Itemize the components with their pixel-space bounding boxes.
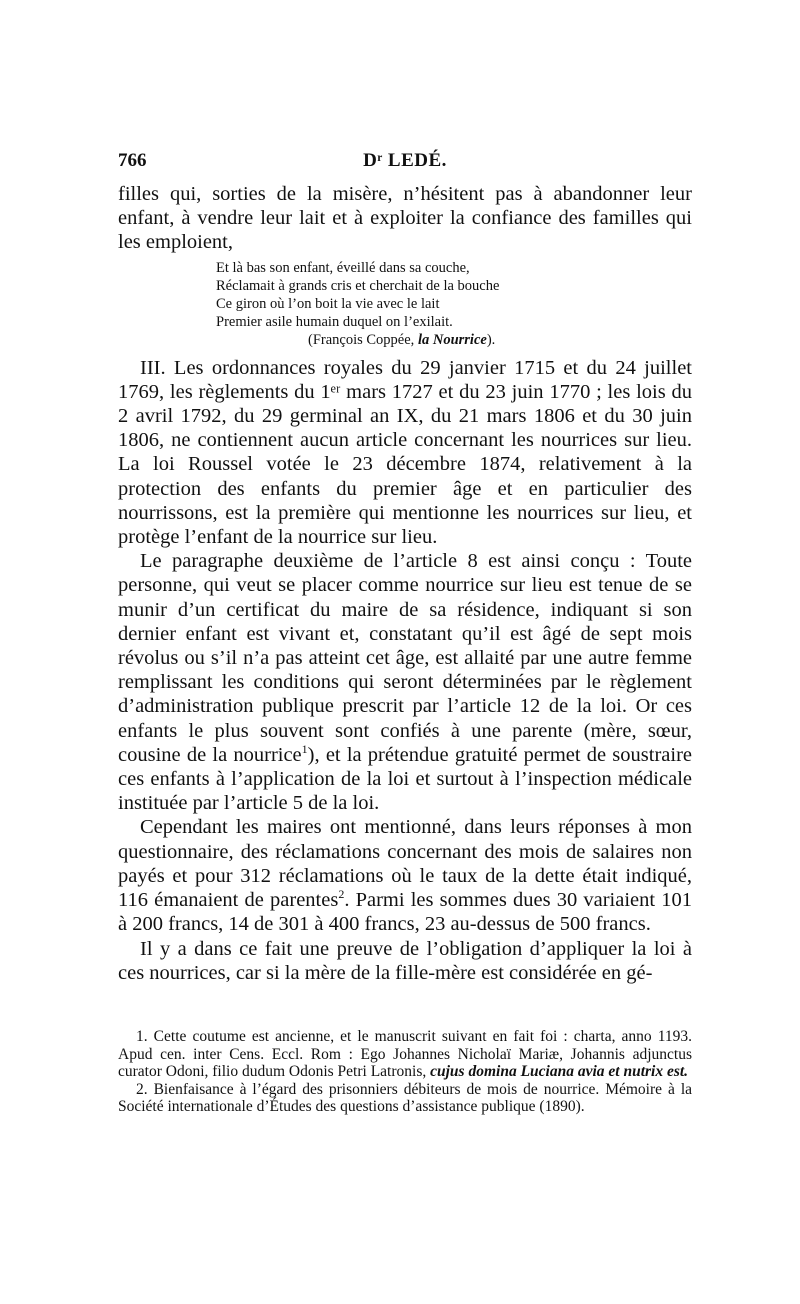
paragraph-text: . Parmi les sommes dues 30 variaient 101 à 200 francs, 14 de 301 à 400 francs, 23 au-dessus de 500 francs. <box>118 889 692 936</box>
attribution-title: la Nourrice <box>417 332 487 349</box>
paragraph-opening: filles qui, sorties de la misère, n’hésitent pas à abandonner leur enfant, à vendre leur lait et à exploiter la confiance des familles qui les emploient, <box>118 183 692 254</box>
paragraph-text: ), et la prétendue gratuité permet de soustraire ces enfants à l’application de la loi et surtout à l’inspection médicale instituée par l’article 5 de la loi. <box>118 743 693 815</box>
paragraph-obligation: Il y a dans ce fait une preuve de l’obligation d’appliquer la loi à ces nourrices, car si la mère de la fille-mère est considérée en gé- <box>118 937 692 984</box>
attribution-prefix: (François Coppée, <box>308 332 418 349</box>
verse-line: Et là bas son enfant, éveillé dans sa couche, <box>216 259 470 276</box>
footnote-ref-1: 1 <box>301 742 308 757</box>
page-header <box>118 150 692 180</box>
paragraph-reclamations <box>118 815 692 936</box>
footnotes <box>118 1028 692 1116</box>
footnote-text: 1. Cette coutume est ancienne, et le manuscrit suivant en fait foi : charta, anno 1193. Apud cen. inter Cens. Eccl. Rom : Ego Johannes Nicholaï Mariæ, Johannis adjunctus curator Odoni, filio dudum Odonis Petri Latronis, <box>118 1028 692 1081</box>
paragraph-article-8 <box>118 549 692 815</box>
paragraph-section-iii: III. Les ordonnances royales du 29 janvier 1715 et du 24 juillet 1769, les règlements du 1ᵉʳ mars 1727 et du 23 juin 1770 ; les lois du 2 avril 1792, du 29 germinal an IX, du 21 mars 1806 et du 30 juin 1806, ne contiennent aucun article concernant les nourrices sur lieu. La loi Roussel votée le 23 décembre 1874, relativement à la protection des enfants du premier âge et en particulier des nourrissons, est la première qui mentionne les nourrices sur lieu, et protège l’enfant de la nourrice sur lieu. <box>118 356 692 549</box>
footnote-2: 2. Bienfaisance à l’égard des prisonniers débiteurs de mois de nourrice. Mémoire à la Société internationale d’Études des questions d’assistance publique (1890). <box>118 1080 692 1116</box>
attribution-suffix: ). <box>486 332 496 349</box>
footnote-1 <box>118 1028 692 1081</box>
body-text <box>118 182 692 985</box>
verse-line: Réclamait à grands cris et cherchait de la bouche <box>216 277 500 294</box>
verse-quote <box>216 259 692 350</box>
verse-line: Ce giron où l’on boit la vie avec le lait <box>216 296 440 313</box>
running-head: Dʳ LEDÉ. <box>363 150 447 171</box>
paragraph-text: Cependant les maires ont mentionné, dans leurs réponses à mon questionnaire, des réclamations concernant des mois de salaires non payés et pour 312 réclamations où le taux de la dette était indiqué, 116 émanaient de parentes <box>118 816 692 912</box>
footnote-ref-2: 2 <box>338 887 345 902</box>
footnote-italic: cujus domina Luciana avia et nutrix est. <box>430 1063 689 1081</box>
verse-line: Premier asile humain duquel on l’exilait. <box>216 314 453 331</box>
page-number: 766 <box>118 150 147 171</box>
paragraph-text: Le paragraphe deuxième de l’article 8 est ainsi conçu : Toute personne, qui veut se placer comme nourrice sur lieu est tenue de se munir d’un certificat du maire de sa résidence, indiquant si son dernier enfant est vivant et, constatant qu’il est âgé de sept mois révolus ou s’il n’a pas atteint cet âge, est allaité par une autre femme remplissant les conditions qui seront déterminées par le règlement d’administration publique prescrit par l’article 12 de la loi. Or ces enfants le plus souvent sont confiés à une parente (mère, sœur, cousine de la nourrice <box>118 550 692 766</box>
verse-attribution <box>216 331 692 349</box>
